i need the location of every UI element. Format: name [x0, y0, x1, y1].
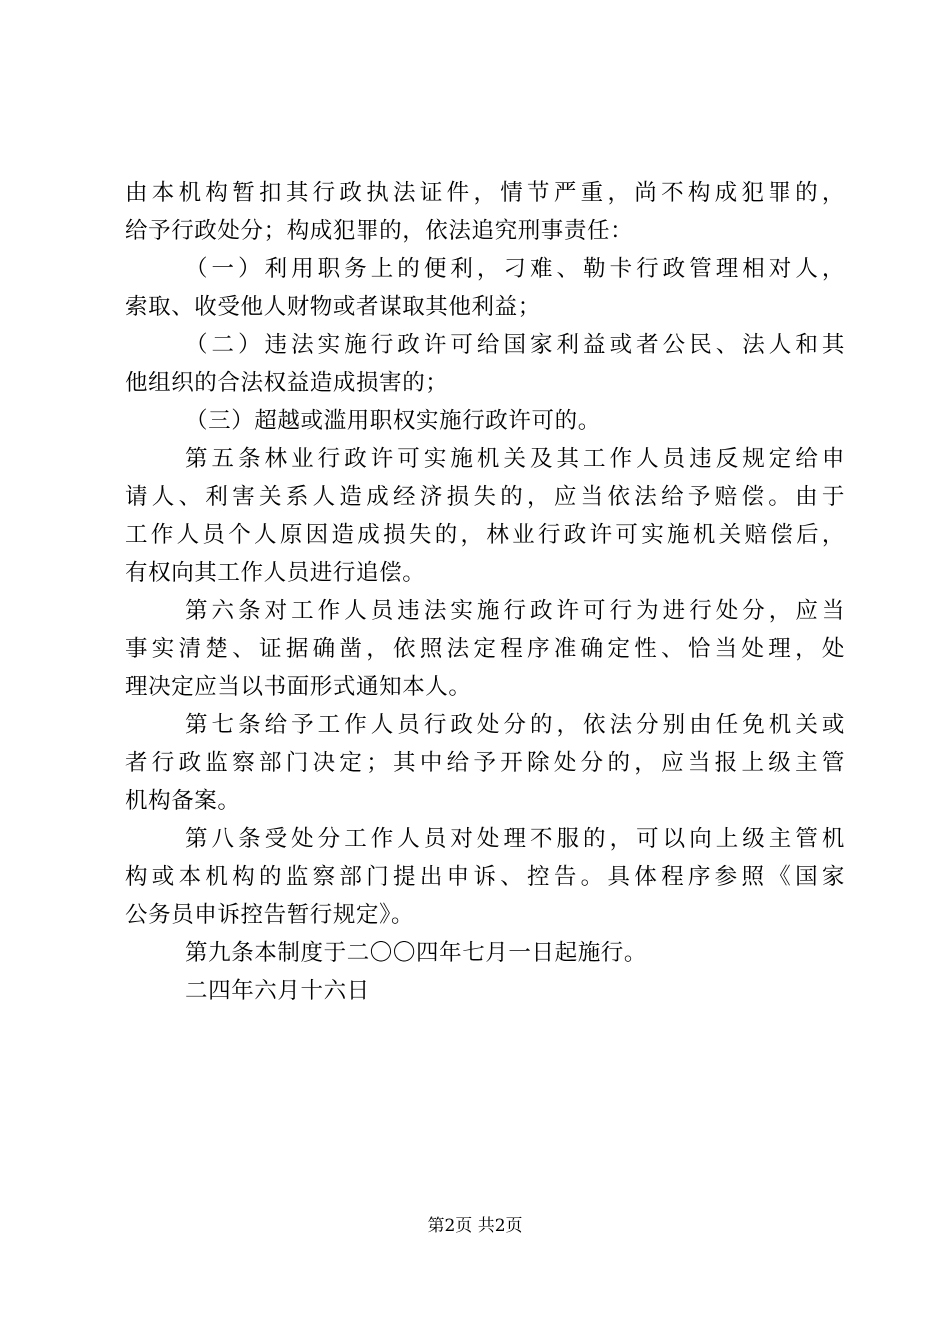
text-line: 第五条林业行政许可实施机关及其工作人员违反规定给申 [185, 446, 845, 472]
text-line: 他组织的合法权益造成损害的； [125, 370, 449, 396]
text-line: 者行政监察部门决定；其中给予开除处分的，应当报上级主管 [125, 750, 845, 776]
text-line: 第六条对工作人员违法实施行政许可行为进行处分，应当 [185, 598, 845, 624]
text-line: （二）违法实施行政许可给国家利益或者公民、法人和其 [185, 332, 845, 358]
document-body [125, 174, 845, 1010]
date-line: 二四年六月十六日 [185, 978, 370, 1004]
text-line: 公务员申诉控告暂行规定》。 [125, 902, 415, 928]
page-number-footer: 第2页 共2页 [427, 1216, 523, 1236]
text-line: （三）超越或滥用职权实施行政许可的。 [185, 408, 601, 434]
text-line: 工作人员个人原因造成损失的，林业行政许可实施机关赔偿后， [125, 522, 845, 548]
text-line: 事实清楚、证据确凿，依照法定程序准确定性、恰当处理，处 [125, 636, 845, 662]
text-line: 第九条本制度于二〇〇四年七月一日起施行。 [185, 940, 648, 966]
text-line: 构或本机构的监察部门提出申诉、控告。具体程序参照《国家 [125, 864, 845, 890]
text-line: 有权向其工作人员进行追偿。 [125, 560, 426, 586]
text-line: （一）利用职务上的便利，刁难、勒卡行政管理相对人， [185, 256, 845, 282]
text-line: 第七条给予工作人员行政处分的，依法分别由任免机关或 [185, 712, 845, 738]
text-line: 机构备案。 [125, 788, 241, 814]
text-line: 第八条受处分工作人员对处理不服的，可以向上级主管机 [185, 826, 845, 852]
text-line: 索取、收受他人财物或者谋取其他利益； [125, 294, 541, 320]
text-line: 给予行政处分；构成犯罪的，依法追究刑事责任： [125, 218, 634, 244]
text-line: 理决定应当以书面形式通知本人。 [125, 674, 472, 700]
text-line: 由本机构暂扣其行政执法证件，情节严重，尚不构成犯罪的， [125, 180, 845, 206]
text-line: 请人、利害关系人造成经济损失的，应当依法给予赔偿。由于 [125, 484, 845, 510]
